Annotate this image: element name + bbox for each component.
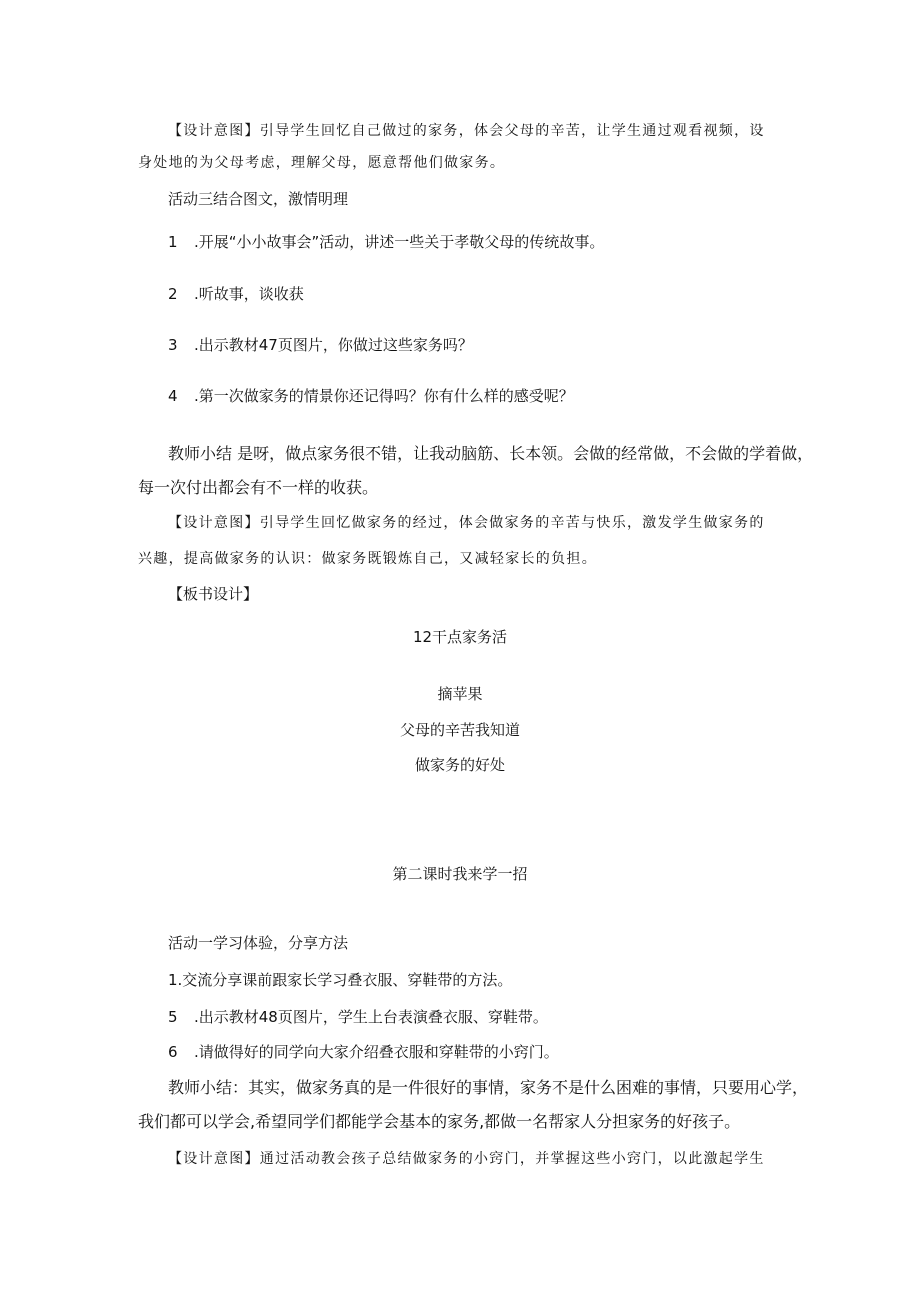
board-item: 做家务的好处 xyxy=(414,756,505,774)
step-text: .出示教材48页图片，学生上台表演叠衣服、穿鞋带。 xyxy=(194,1008,548,1026)
step-text: .请做得好的同学向大家介绍叠衣服和穿鞋带的小窍门。 xyxy=(194,1043,559,1061)
step-item xyxy=(168,338,473,353)
step-number: 3 xyxy=(168,336,178,354)
board-title: 12干点家务活 xyxy=(412,628,508,646)
board-design-label: 【板书设计】 xyxy=(168,585,259,603)
step-number: 5 xyxy=(168,1008,178,1026)
teacher-summary-1-line1: 教师小结 是呀，做点家务很不错，让我动脑筋、长本领。会做的经常做，不会做的学着做， xyxy=(168,444,814,463)
step-number: 6 xyxy=(168,1043,178,1061)
step-item xyxy=(168,389,574,404)
step-text: .听故事，谈收获 xyxy=(194,285,304,303)
teacher-summary-2-line2: 我们都可以学会,希望同学们都能学会基本的家务,都做一名帮家人分担家务的好孩子。 xyxy=(138,1112,741,1131)
step-item xyxy=(168,1045,559,1060)
activity-3-title: 活动三结合图文，激情明理 xyxy=(168,190,349,208)
step-item xyxy=(168,235,604,250)
step-number: 2 xyxy=(168,285,178,303)
design-intent-3-line1: 【设计意图】通过活动教会孩子总结做家务的小窍门，并掌握这些小窍门，以此激起学生 xyxy=(168,1151,765,1167)
step-item xyxy=(168,287,304,302)
step-text: .第一次做家务的情景你还记得吗？你有什么样的感受呢？ xyxy=(194,387,574,405)
step-number: 1 xyxy=(168,233,178,251)
design-intent-2-line2: 兴趣，提高做家务的认识：做家务既锻炼自己，又减轻家长的负担。 xyxy=(138,551,597,567)
step-text: .出示教材47页图片，你做过这些家务吗？ xyxy=(194,336,473,354)
step-item: 1.交流分享课前跟家长学习叠衣服、穿鞋带的方法。 xyxy=(168,971,513,989)
design-intent-1-line2: 身处地的为父母考虑，理解父母，愿意帮他们做家务。 xyxy=(138,155,506,171)
step-number: 4 xyxy=(168,387,178,405)
step-text: .开展“小小故事会”活动，讲述一些关于孝敬父母的传统故事。 xyxy=(194,233,605,251)
design-intent-2-line1: 【设计意图】引导学生回忆做家务的经过，体会做家务的辛苦与快乐，激发学生做家务的 xyxy=(168,515,765,531)
board-item: 父母的辛苦我知道 xyxy=(399,721,520,739)
teacher-summary-2-line1: 教师小结：其实，做家务真的是一件很好的事情，家务不是什么困难的事情，只要用心学， xyxy=(168,1078,809,1097)
design-intent-1-line1: 【设计意图】引导学生回忆自己做过的家务，体会父母的辛苦，让学生通过观看视频，设 xyxy=(168,123,765,139)
board-item: 摘苹果 xyxy=(437,685,483,703)
lesson-2-title: 第二课时我来学一招 xyxy=(392,865,528,883)
step-item xyxy=(168,1010,548,1025)
activity-1-title: 活动一学习体验，分享方法 xyxy=(168,934,349,952)
teacher-summary-1-line2: 每一次付出都会有不一样的收获。 xyxy=(138,478,379,497)
